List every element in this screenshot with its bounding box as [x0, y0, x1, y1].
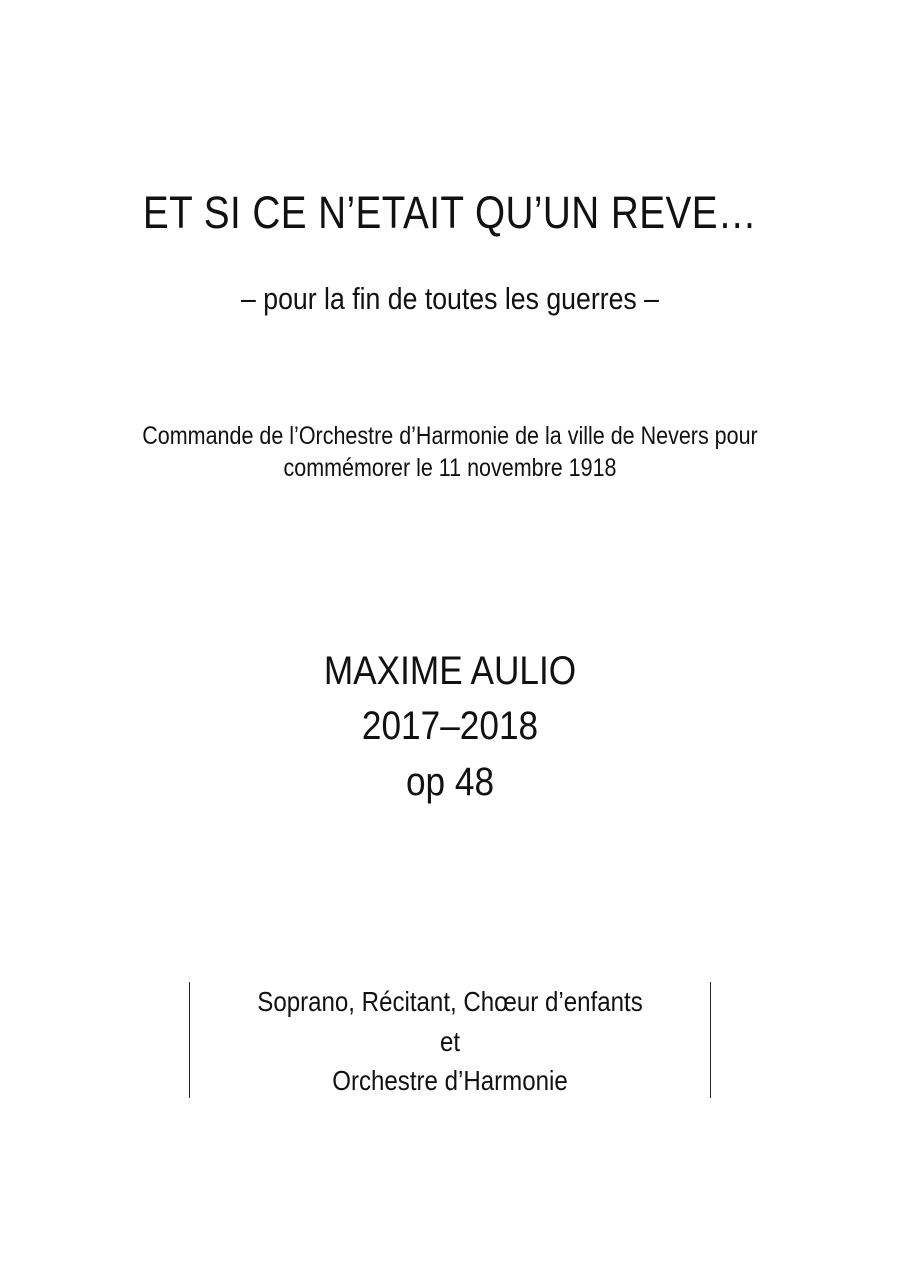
composer-name: MAXIME AULIO	[323, 649, 577, 693]
commission-line-1: Commande de l’Orchestre d’Harmonie de la ville de Nevers pour	[142, 422, 758, 450]
work-subtitle: – pour la fin de toutes les guerres –	[241, 281, 659, 316]
instrumentation-box	[189, 982, 711, 1098]
commission-line-2: commémorer le 11 novembre 1918	[283, 454, 617, 482]
instrumentation-line-1: Soprano, Récitant, Chœur d’enfants	[257, 986, 643, 1017]
opus-number: op 48	[405, 760, 495, 804]
instrumentation-line-2: et	[439, 1026, 461, 1057]
work-title: ET SI CE N’ETAIT QU’UN REVE…	[142, 187, 758, 238]
composition-years: 2017–2018	[361, 704, 539, 748]
instrumentation-line-3: Orchestre d’Harmonie	[332, 1065, 568, 1096]
